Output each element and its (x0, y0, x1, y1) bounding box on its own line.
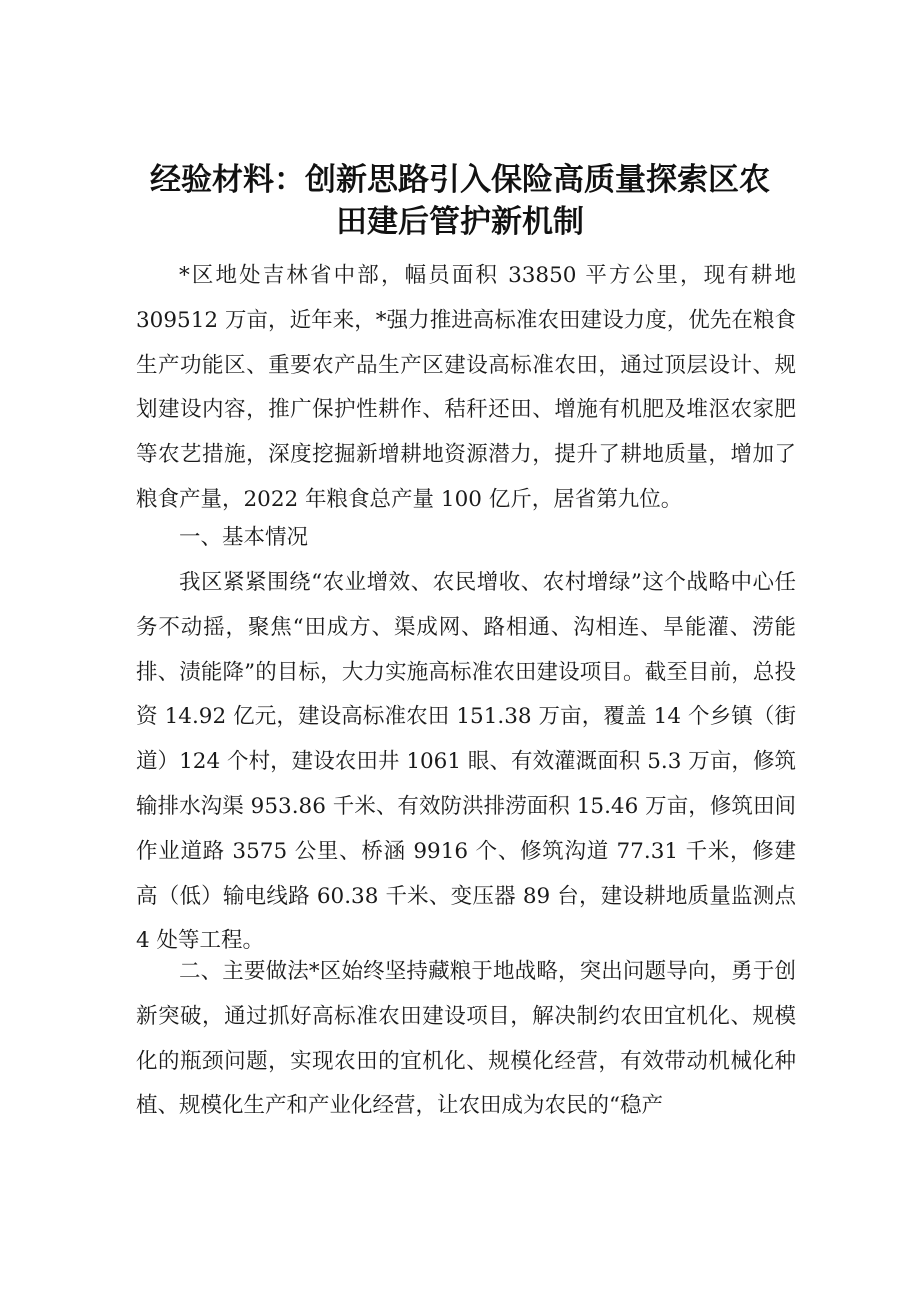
section-heading-basic-situation: 一、基本情况 (179, 525, 309, 550)
document-title-line-2: 田建后管护新机制 (336, 204, 584, 240)
basic-situation-paragraph: 我区紧紧围绕“农业增效、农民增收、农村增绿”这个战略中心任务不动摇，聚焦“田成方、渠成网、路相通、沟相连、旱能灌、涝能排、渍能降”的目标，大力实施高标准农田建设项目。截至目前，总投资 14.92 亿元，建设高标准农田 151.38 万亩，覆盖 14 个乡镇（街道）124 个村，建设农田井 1061 眼、有效灌溉面积 5.3 万亩，修筑输排水沟渠 953.86 千米、有效防洪排涝面积 15.46 万亩，修筑田间作业道路 3575 公里、桥涵 9916 个、修筑沟道 77.31 千米，修建高（低）输电线路 60.38 千米、变压器 89 台，建设耕地质量监测点 4 处等工程。 (136, 570, 796, 954)
main-practices-paragraph: 二、主要做法*区始终坚持藏粮于地战略，突出问题导向，勇于创新突破，通过抓好高标准农田建设项目，解决制约农田宜机化、规模化的瓶颈问题，实现农田的宜机化、规模化经营，有效带动机械化种植、规模化生产和产业化经营，让农田成为农民的“稳产 (136, 959, 796, 1119)
document-title-line-1: 经验材料：创新思路引入保险高质量探索区农 (150, 162, 770, 198)
intro-paragraph: *区地处吉林省中部，幅员面积 33850 平方公里，现有耕地 309512 万亩，近年来，*强力推进高标准农田建设力度，优先在粮食生产功能区、重要农产品生产区建设高标准农田，通过顶层设计、规划建设内容，推广保护性耕作、秸秆还田、增施有机肥及堆沤农家肥等农艺措施，深度挖掘新增耕地资源潜力，提升了耕地质量，增加了粮食产量，2022 年粮食总产量 100 亿斤，居省第九位。 (136, 263, 796, 512)
